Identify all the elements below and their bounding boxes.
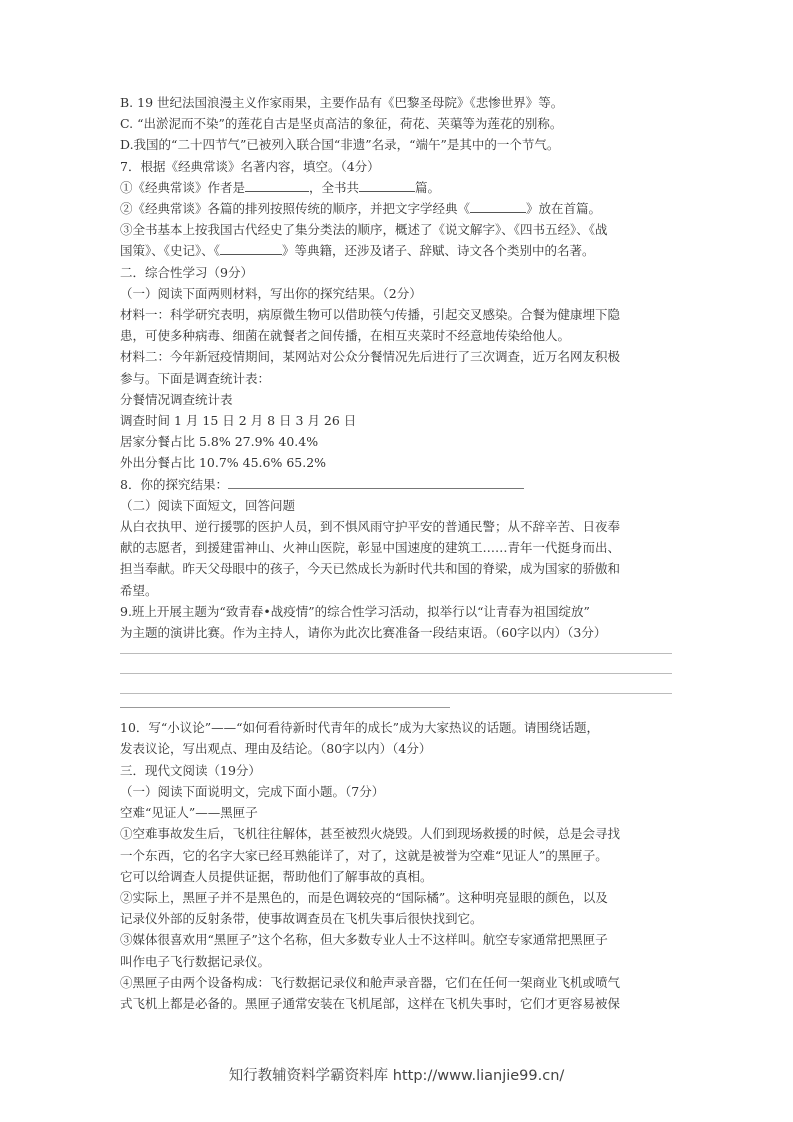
- q7-author-blank[interactable]: [245, 177, 309, 192]
- q8-answer-line[interactable]: [228, 474, 524, 489]
- article-para-2-line-1: ②实际上，黑匣子并不是黑色的，而是色调较亮的“国际橘”。这种明亮显眼的颜色，以及: [120, 889, 608, 905]
- article-para-4-line-2: 式飞机上都是必备的。黑匣子通常安装在飞机尾部，这样在飞机失事时，它们才更容易被保: [120, 995, 621, 1011]
- question-9-line-2: 为主题的演讲比赛。作为主持人，请你为此次比赛准备一段结束语。（60字以内）（3分）: [120, 625, 607, 641]
- survey-row-outside: 外出分餐占比 10.7% 45.6% 65.2%: [120, 455, 327, 471]
- q7-item-2: [120, 198, 676, 219]
- q7-item-1-text-a: ①《经典常谈》作者是: [120, 179, 246, 195]
- q7-item-3b: [120, 240, 676, 261]
- part-2-heading: （二）阅读下面短文，回答问题: [120, 497, 296, 513]
- material-1-line-1: 材料一：科学研究表明，病原微生物可以借助筷勺传播，引起交叉感染。合餐为健康埋下隐: [120, 307, 621, 323]
- footer-watermark: 知行教辅资料学霸资料库 http://www.lianjie99.cn/: [228, 1068, 565, 1084]
- option-b: B. 19 世纪法国浪漫主义作家雨果，主要作品有《巴黎圣母院》《悲惨世界》等。: [120, 95, 564, 110]
- material-2-line-2: 参与。下面是调查统计表：: [120, 370, 271, 386]
- option-c: C. “出淤泥而不染”的莲花自古是坚贞高洁的象征，荷花、芙蕖等为莲花的别称。: [120, 116, 563, 132]
- article-para-1-line-1: ①空难事故发生后，飞机往往解体，甚至被烈火烧毁。人们到现场救援的时候，总是会寻找: [120, 826, 621, 842]
- q7-classic-blank[interactable]: [220, 240, 282, 255]
- question-8-label: 8．你的探究结果：: [120, 476, 228, 492]
- passage-line-2: 献的志愿者，到援建雷神山、火神山医院，彰显中国速度的建筑工……青年一代挺身而出、: [120, 540, 621, 556]
- document-body: [120, 92, 676, 1014]
- answer-line-4[interactable]: [120, 703, 676, 717]
- q7-item-1: [120, 177, 676, 198]
- passage-line-3: 担当奉献。昨天父母眼中的孩子，今天已然成长为新时代共和国的脊梁，成为国家的骄傲和: [120, 561, 621, 577]
- survey-table-title: 分餐情况调查统计表: [120, 391, 233, 407]
- q7-item-1-text-b: ，全书共: [309, 179, 360, 195]
- q7-item-3a: ③全书基本上按我国古代经史了集分类法的顺序，概述了《说文解字》、《四书五经》、《战: [120, 222, 608, 238]
- article-para-3-line-2: 叫作电子飞行数据记录仪。: [120, 953, 271, 969]
- survey-row-dates: 调查时间 1 月 15 日 2 月 8 日 3 月 26 日: [120, 413, 357, 429]
- q7-first-chapter-blank[interactable]: [470, 198, 526, 213]
- section-3-heading: 三．现代文阅读（19分）: [120, 762, 261, 778]
- question-7: 7．根据《经典常谈》名著内容，填空。（4分）: [120, 158, 380, 174]
- section-2-heading: 二．综合性学习（9分）: [120, 264, 253, 280]
- reading-part-1-heading: （一）阅读下面说明文，完成下面小题。（7分）: [120, 783, 385, 799]
- question-10-line-1: 10．写“小议论”——“如何看待新时代青年的成长”成为大家热议的话题。请围绕话题，: [120, 720, 599, 736]
- material-1-line-2: 患，可使多种病毒、细菌在就餐者之间传播，在相互夹菜时不经意地传染给他人。: [120, 328, 571, 344]
- q7-item-3b-text-a: 国策》、《史记》、《: [120, 243, 221, 259]
- q7-item-2-text-b: 》放在首篇。: [526, 201, 602, 217]
- q7-item-3b-text-b: 》等典籍，还涉及诸子、辞赋、诗文各个类别中的名著。: [282, 243, 595, 259]
- q7-item-1-text-c: 篇。: [415, 179, 441, 195]
- q7-count-blank[interactable]: [359, 177, 415, 192]
- article-title: 空难“见证人”——黑匣子: [120, 805, 258, 821]
- option-d: D.我国的“二十四节气”已被列入联合国“非遗”名录，“端午”是其中的一个节气。: [120, 137, 560, 153]
- survey-row-home: 居家分餐占比 5.8% 27.9% 40.4%: [120, 434, 319, 450]
- material-2-line-1: 材料二：今年新冠疫情期间，某网站对公众分餐情况先后进行了三次调查，近万名网友积极: [120, 349, 621, 365]
- passage-line-4: 希望。: [120, 582, 158, 598]
- question-9-line-1: 9.班上开展主题为“致青春•战疫情”的综合性学习活动，拟举行以“让青春为祖国绽放”: [120, 603, 590, 619]
- part-1-heading: （一）阅读下面两则材料，写出你的探究结果。（2分）: [120, 285, 422, 301]
- answer-line-2[interactable]: [120, 663, 676, 683]
- article-para-3-line-1: ③媒体很喜欢用“黑匣子”这个名称，但大多数专业人士不这样叫。航空专家通常把黑匣子: [120, 932, 608, 948]
- article-para-4-line-1: ④黑匣子由两个设备构成：飞行数据记录仪和舱声录音器，它们在任何一架商业飞机或喷气: [120, 974, 621, 990]
- question-10-line-2: 发表议论，写出观点、理由及结论。（80字以内）（4分）: [120, 741, 432, 757]
- q7-item-2-text-a: ②《经典常谈》各篇的排列按照传统的顺序，并把文字学经典《: [120, 201, 471, 217]
- article-para-2-line-2: 记录仪外部的反射条带，使事故调查员在飞机失事后很快找到它。: [120, 911, 483, 927]
- article-para-1-line-2: 一个东西，它的名字大家已经耳熟能详了，对了，这就是被誉为空难“见证人”的黑匣子。: [120, 847, 608, 863]
- article-para-1-line-3: 它可以给调查人员提供证据，帮助他们了解事故的真相。: [120, 868, 433, 884]
- question-8: [120, 474, 676, 495]
- answer-line-1[interactable]: [120, 643, 676, 663]
- answer-line-3[interactable]: [120, 683, 676, 703]
- passage-line-1: 从白衣执甲、逆行援鄂的医护人员，到不惧风雨守护平安的普通民警；从不辞辛苦、日夜奉: [120, 519, 621, 535]
